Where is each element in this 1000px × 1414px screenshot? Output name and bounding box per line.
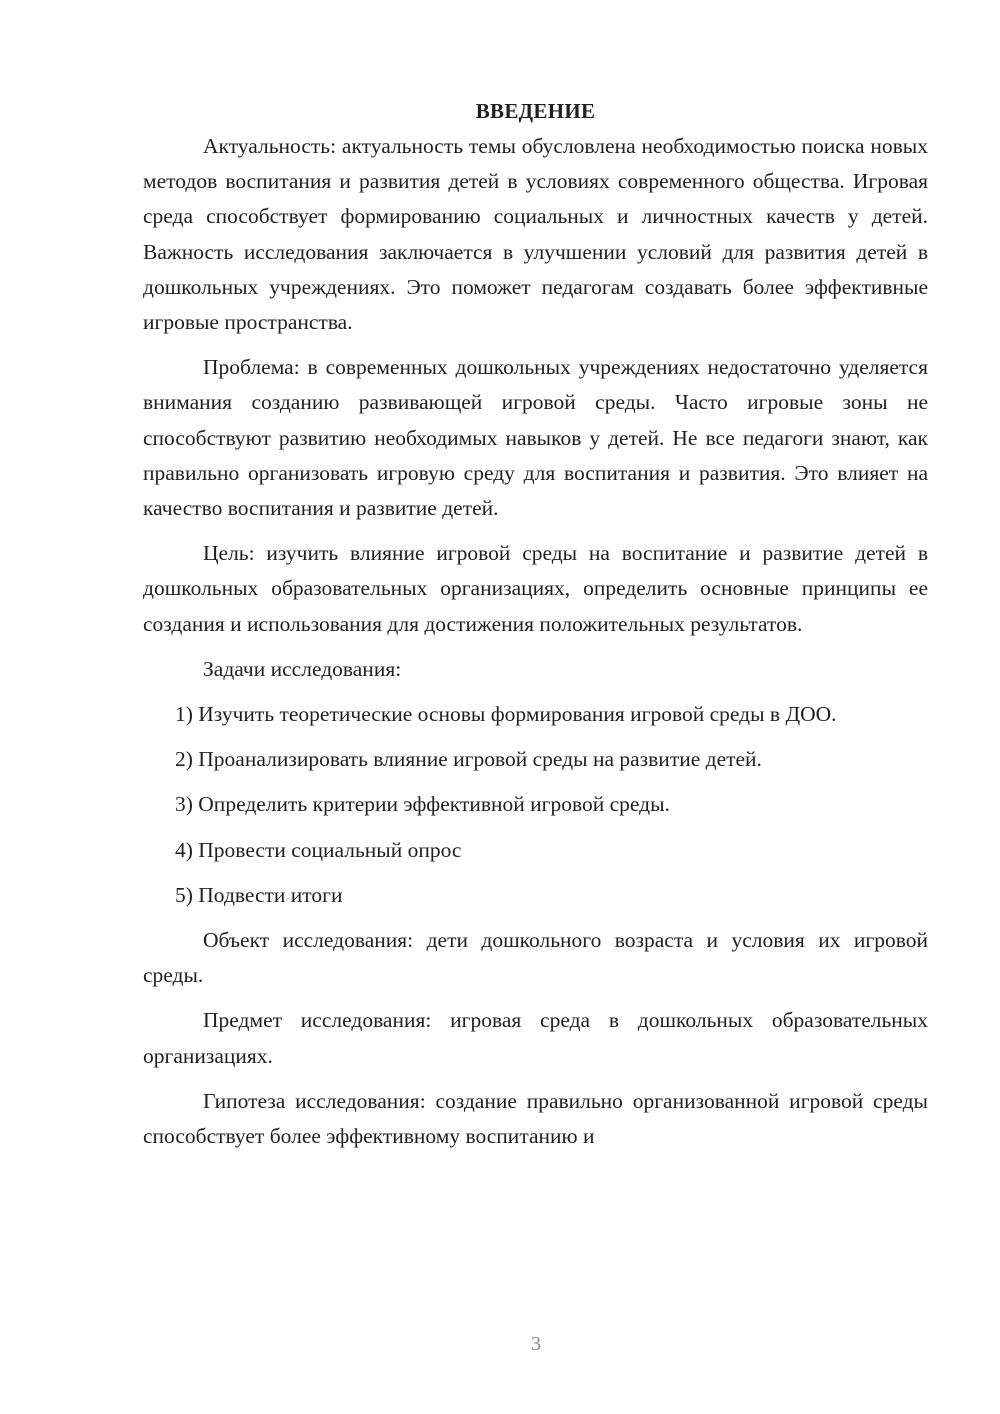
relevance-paragraph: Актуальность: актуальность темы обусловлена необходимостью поиска новых методов воспитания и развития детей в условиях современного общества. Игровая среда способствует формированию социальных и личностных качеств у детей. Важность исследования заключается в улучшении условий для развития детей в дошкольных учреждениях. Это поможет педагогам создавать более эффективные игровые пространства. [143, 134, 928, 335]
page-content [143, 94, 928, 1154]
section-title: ВВЕДЕНИЕ [475, 99, 596, 123]
hypothesis-paragraph: Гипотеза исследования: создание правильно организованной игровой среды способствует более эффективному воспитанию и [143, 1088, 928, 1149]
problem-paragraph: Проблема: в современных дошкольных учреждениях недостаточно уделяется внимания созданию развивающей игровой среды. Часто игровые зоны не способствуют развитию необходимых навыков у детей. Не все педагоги знают, как правильно организовать игровую среду для воспитания и развития. Это влияет на качество воспитания и развитие детей. [143, 355, 928, 521]
task-item-2: 2) Проанализировать влияние игровой среды на развитие детей. [175, 747, 762, 772]
subject-paragraph: Предмет исследования: игровая среда в дошкольных образовательных организациях. [143, 1008, 928, 1068]
task-item-4: 4) Провести социальный опрос [175, 837, 462, 862]
page-number: 3 [531, 1333, 541, 1355]
object-paragraph: Объект исследования: дети дошкольного возраста и условия их игровой среды. [143, 928, 928, 988]
task-item-1: 1) Изучить теоретические основы формирования игровой среды в ДОО. [175, 702, 837, 727]
task-item-3: 3) Определить критерии эффективной игровой среды. [175, 792, 670, 817]
task-item-5: 5) Подвести итоги [175, 882, 343, 907]
tasks-heading: Задачи исследования: [203, 656, 402, 681]
goal-paragraph: Цель: изучить влияние игровой среды на воспитание и развитие детей в дошкольных образовательных организациях, определить основные принципы ее создания и использования для достижения положительных результатов. [143, 541, 928, 636]
